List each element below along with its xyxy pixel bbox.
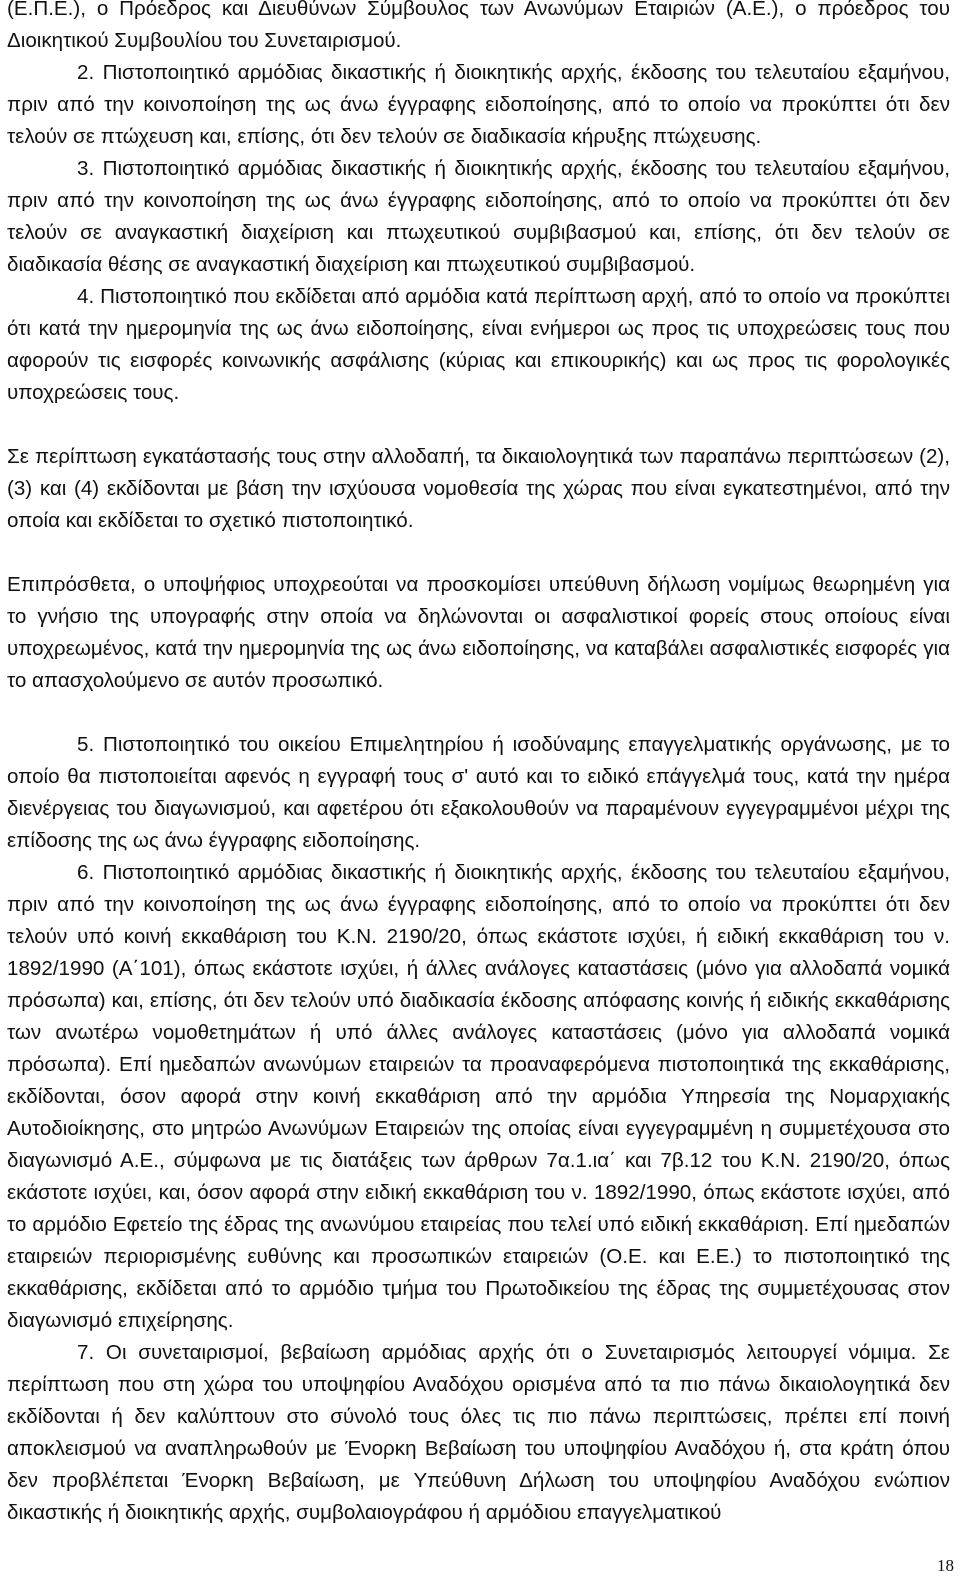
- paragraph-item-2-bankruptcy-certificate: 2. Πιστοποιητικό αρμόδιας δικαστικής ή διοικητικής αρχής, έκδοσης του τελευταίου εξαμήνου, πριν από την κοινοποίηση της ως άνω έγγραφης ειδοποίησης, από το οποίο να προκύπτει ότι δεν τελούν σε πτώχευση και, επίσης, ότι δεν τελούν σε διαδικασία κήρυξης πτώχευσης.: [7, 61, 950, 148]
- paragraph-item-5-chamber-certificate: 5. Πιστοποιητικό του οικείου Επιμελητηρίου ή ισοδύναμης επαγγελματικής οργάνωσης, με το οποίο θα πιστοποιείται αφενός η εγγραφή τους σ' αυτό και το ειδικό επάγγελμά τους, κατά την ημέρα διενέργειας του διαγωνισμού, και αφετέρου ότι εξακολουθούν να παραμένουν εγγεγραμμένοι μέχρι της επίδοσης της ως άνω έγγραφης ειδοποίησης.: [7, 733, 950, 852]
- paragraph-item-4-social-security-tax-certificate: 4. Πιστοποιητικό που εκδίδεται από αρμόδια κατά περίπτωση αρχή, από το οποίο να προκύπτει ότι κατά την ημερομηνία της ως άνω ειδοποίησης, είναι ενήμεροι ως προς τις υποχρεώσεις τους που αφορούν τις εισφορές κοινωνικής ασφάλισης (κύριας και επικουρικής) και ως προς τις φορολογικές υποχρεώσεις τους.: [7, 285, 950, 404]
- paragraph-signatories: (Ε.Π.Ε.), ο Πρόεδρος και Διευθύνων Σύμβουλος των Ανωνύμων Εταιριών (Α.Ε.), ο πρόεδρος του Διοικητικού Συμβουλίου του Συνεταιρισμού.: [7, 0, 950, 52]
- paragraph-insurance-declaration: Επιπρόσθετα, ο υποψήφιος υποχρεούται να προσκομίσει υπεύθυνη δήλωση νομίμως θεωρημένη για το γνήσιο της υπογραφής στην οποία να δηλώνονται οι ασφαλιστικοί φορείς στους οποίους είναι υποχρεωμένος, κατά την ημερομηνία της ως άνω ειδοποίησης, να καταβάλει ασφαλιστικές εισφορές για το απασχολούμενο σε αυτόν προσωπικό.: [7, 573, 950, 692]
- paragraph-foreign-establishment: Σε περίπτωση εγκατάστασής τους στην αλλοδαπή, τα δικαιολογητικά των παραπάνω περιπτώσεων (2), (3) και (4) εκδίδονται με βάση την ισχύουσα νομοθεσία της χώρας που είναι εγκατεστημένοι, από την οποία και εκδίδεται το σχετικό πιστοποιητικό.: [7, 445, 950, 532]
- page-number: 18: [937, 1556, 954, 1575]
- paragraph-item-6-liquidation-certificate: 6. Πιστοποιητικό αρμόδιας δικαστικής ή διοικητικής αρχής, έκδοσης του τελευταίου εξαμήνου, πριν από την κοινοποίηση της ως άνω έγγραφης ειδοποίησης, από το οποίο να προκύπτει ότι δεν τελούν υπό κοινή εκκαθάριση του Κ.Ν. 2190/20, όπως εκάστοτε ισχύει, ή ειδική εκκαθάριση του ν. 1892/1990 (Α΄101), όπως εκάστοτε ισχύει, ή άλλες ανάλογες καταστάσεις (μόνο για αλλοδαπά νομικά πρόσωπα) και, επίσης, ότι δεν τελούν υπό διαδικασία έκδοσης απόφασης κοινής ή ειδικής εκκαθάρισης των ανωτέρω νομοθετημάτων ή υπό άλλες ανάλογες καταστάσεις (μόνο για αλλοδαπά νομικά πρόσωπα). Επί ημεδαπών ανωνύμων εταιρειών τα προαναφερόμενα πιστοποιητικά της εκκαθάρισης, εκδίδονται, όσον αφορά στην κοινή εκκαθάριση από την αρμόδια Υπηρεσία της Νομαρχιακής Αυτοδιοίκησης, στο μητρώο Ανωνύμων Εταιρειών της οποίας είναι εγγεγραμμένη η συμμετέχουσα στο διαγωνισμό Α.Ε., σύμφωνα με τις διατάξεις των άρθρων 7α.1.ια΄ και 7β.12 του Κ.Ν. 2190/20, όπως εκάστοτε ισχύει, και, όσον αφορά στην ειδική εκκαθάριση του ν. 1892/1990, όπως εκάστοτε ισχύει, από το αρμόδιο Εφετείο της έδρας της ανωνύμου εταιρείας που τελεί υπό ειδική εκκαθάριση. Επί ημεδαπών εταιρειών περιορισμένης ευθύνης και προσωπικών εταιρειών (Ο.Ε. και Ε.Ε.) το πιστοποιητικό της εκκαθάρισης, εκδίδεται από το αρμόδιο τμήμα του Πρωτοδικείου της έδρας της συμμετέχουσας στον διαγωνισμό επιχείρησης.: [7, 861, 950, 1332]
- paragraph-item-7-cooperatives: 7. Οι συνεταιρισμοί, βεβαίωση αρμόδιας αρχής ότι ο Συνεταιρισμός λειτουργεί νόμιμα. Σε περίπτωση που στη χώρα του υποψηφίου Αναδόχου ορισμένα από τα πιο πάνω δικαιολογητικά δεν εκδίδονται ή δεν καλύπτουν στο σύνολό τους όλες τις πιο πάνω περιπτώσεις, πρέπει επί ποινή αποκλεισμού να αναπληρωθούν με Ένορκη Βεβαίωση του υποψηφίου Αναδόχου ή, στα κράτη όπου δεν προβλέπεται Ένορκη Βεβαίωση, με Υπεύθυνη Δήλωση του υποψηφίου Αναδόχου ενώπιον δικαστικής ή διοικητικής αρχής, συμβολαιογράφου ή αρμόδιου επαγγελματικού: [7, 1341, 950, 1524]
- paragraph-item-3-receivership-certificate: 3. Πιστοποιητικό αρμόδιας δικαστικής ή διοικητικής αρχής, έκδοσης του τελευταίου εξαμήνου, πριν από την κοινοποίηση της ως άνω έγγραφης ειδοποίησης, από το οποίο να προκύπτει ότι δεν τελούν σε αναγκαστική διαχείριση και πτωχευτικού συμβιβασμού και, επίσης, ότι δεν τελούν σε διαδικασία θέσης σε αναγκαστική διαχείριση και πτωχευτικού συμβιβασμού.: [7, 157, 950, 276]
